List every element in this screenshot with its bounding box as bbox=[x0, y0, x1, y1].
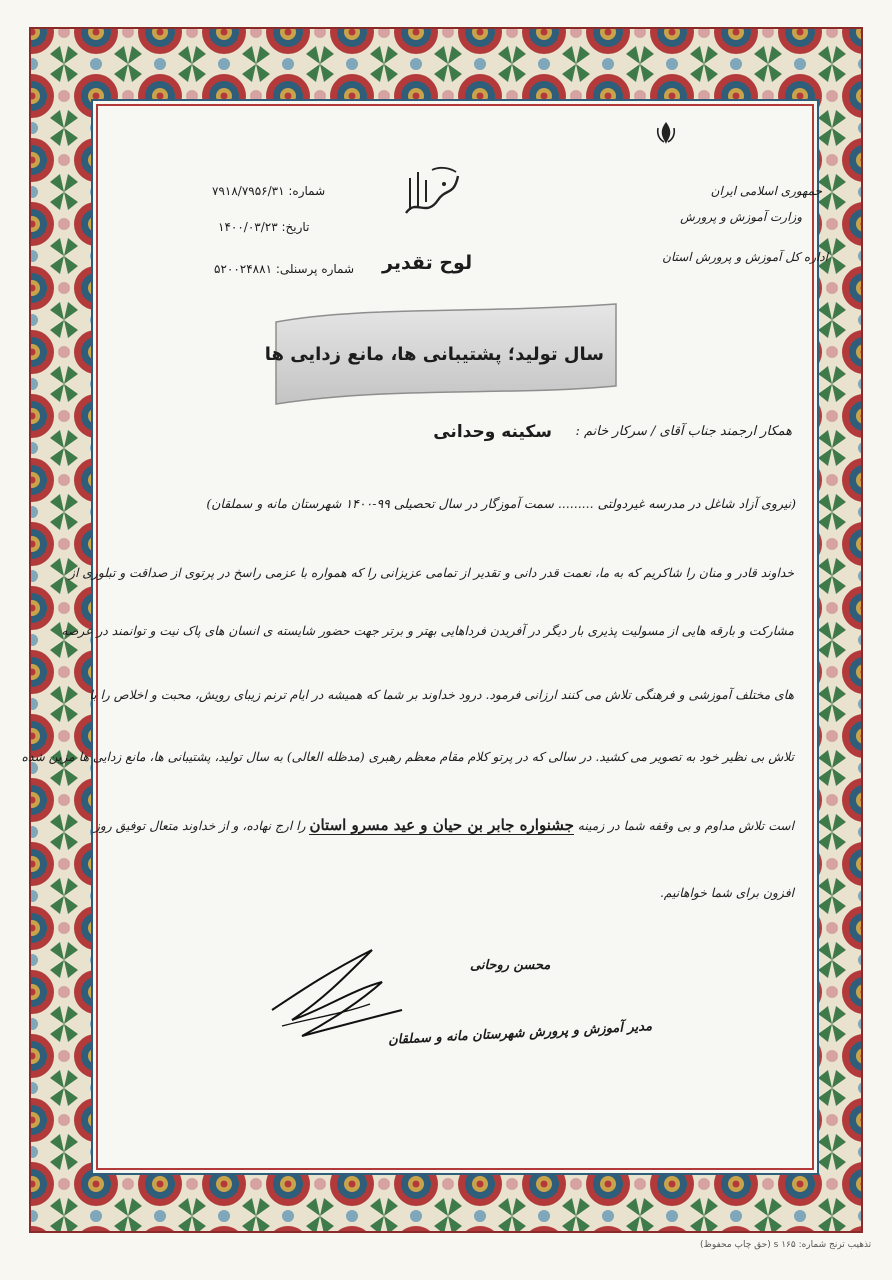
banner-slogan: سال تولید؛ پشتیبانی ها، مانع زدایی ها bbox=[264, 344, 604, 365]
number-label: شماره: bbox=[288, 184, 326, 198]
number-row bbox=[212, 184, 325, 198]
republic-label: جمهوری اسلامی ایران bbox=[710, 184, 822, 198]
body-line-3: های مختلف آموزشی و فرهنگی تلاش می کنند ارزانی فرمود. درود خداوند بر شما که همیشه در ایام ترنم زیبای رویش، محبت و اخلاص را با bbox=[89, 688, 794, 702]
certificate-title: لوح تقدیر bbox=[382, 252, 473, 274]
basmala-calligraphy-icon bbox=[396, 158, 466, 228]
date-label: تاریخ: bbox=[281, 220, 310, 234]
recipient-role: (نیروی آزاد شاغل در مدرسه غیردولتی ......... سمت آموزگار در سال تحصیلی ۹۹-۱۴۰۰ شهرستان مانه و سملقان) bbox=[206, 496, 796, 511]
iran-emblem-icon bbox=[654, 120, 678, 146]
signer-title: مدیر آموزش و پرورش شهرستان مانه و سملقان bbox=[387, 1019, 653, 1048]
body-line-5-start: است تلاش مداوم و بی وقفه شما در زمینه bbox=[577, 819, 794, 833]
office-label: اداره کل آموزش و پرورش استان bbox=[662, 250, 828, 264]
body-line-6: افزون برای شما خواهانیم. bbox=[659, 886, 794, 900]
salutation: همکار ارجمند جناب آقای / سرکار خانم : bbox=[575, 424, 792, 439]
festival-name: جشنواره جابر بن حیان و عید مسرو استان bbox=[309, 816, 574, 834]
footer-note: تذهیب ترنج شماره: ۱۶۵ s (حق چاپ محفوظ) bbox=[700, 1240, 872, 1250]
number-value: ۷۹۱۸/۷۹۵۶/۳۱ bbox=[212, 184, 285, 198]
recipient-name: سکینه وحدانی bbox=[433, 422, 552, 442]
body-line-5-end: را ارج نهاده، و از خداوند متعال توفیق روز bbox=[93, 819, 306, 833]
personnel-value: ۵۲۰۰۲۴۸۸۱ bbox=[214, 262, 273, 276]
personnel-row bbox=[214, 262, 354, 276]
body-line-2: مشارکت و بارقه هایی از مسولیت پذیری بار دیگر در آفریدن فرداهایی بهتر و برتر جهت حضور شایسته ی انسان های پاک نیت و توانمند در عرصه bbox=[61, 624, 794, 638]
date-value: ۱۴۰۰/۰۳/۲۳ bbox=[218, 220, 278, 234]
body-line-5 bbox=[94, 816, 794, 834]
body-line-4: تلاش بی نظیر خود به تصویر می کشید. در سالی که در پرتو کلام مقام معظم رهبری (مدظله العالی) به سال تولید، پشتیبانی ها، مانع زدایی ها مزین شده bbox=[21, 750, 794, 764]
body-line-1: خداوند قادر و منان را شاکریم که به ما، نعمت قدر دانی و تقدیر از تمامی عزیزانی را که همواره با عزمی راسخ در پرتوی از صداقت و تبلوری از bbox=[69, 566, 794, 580]
date-row bbox=[218, 220, 309, 234]
signer-name: محسن روحانی bbox=[470, 958, 551, 973]
ministry-label: وزارت آموزش و پرورش bbox=[680, 210, 802, 224]
personnel-label: شماره پرسنلی: bbox=[275, 262, 355, 276]
